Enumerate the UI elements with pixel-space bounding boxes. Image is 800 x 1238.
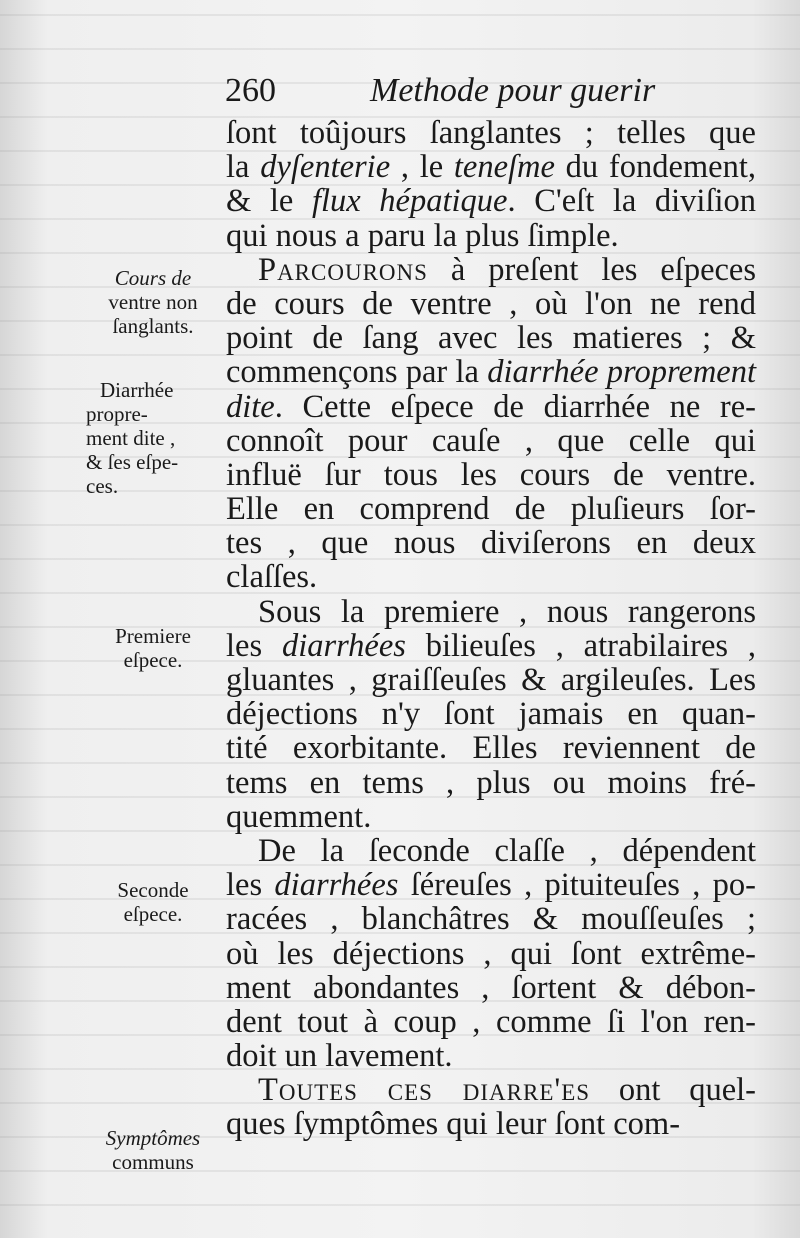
text-segment: diarrhées [281,627,406,664]
margin-note-line: propre- [86,402,148,426]
margin-note-line: Symptômes [105,1126,201,1150]
text-segment: connoît pour cauſe , que celle qui [226,422,756,459]
text-line [226,287,756,321]
margin-note-line: Diarrhée [100,378,174,402]
text-segment: ſont toûjours ſanglantes ; telles que [226,115,756,151]
text-segment: ont quel- [590,1072,757,1109]
margin-note-line: ment dite , [86,426,176,450]
text-line [226,560,756,594]
margin-note-line: ſanglants. [112,314,194,338]
margin-note-seconde-espece [88,878,218,926]
text-segment: . Cette eſpece de diarrhée ne re- [274,388,756,425]
text-segment: Toutes ces diarre'es [258,1072,591,1109]
text-segment: la [226,149,261,186]
text-line [226,766,756,800]
text-segment: quemment. [226,798,372,835]
text-segment: tité exorbitante. Elles reviennent de [226,730,756,767]
text-segment: les [226,627,282,664]
margin-note-line: eſpece. [123,902,183,926]
margin-note-symptomes-communs [88,1126,218,1174]
margin-note-line: ventre non [108,290,198,314]
body-text [226,116,756,1142]
text-segment: tems en tems , plus ou moins fré- [226,764,756,801]
text-segment: point de ſang avec les matieres ; & [226,320,756,357]
text-segment: dite [226,388,275,425]
text-line [226,492,756,526]
text-line [226,834,756,868]
margin-note-line: communs [112,1150,194,1174]
text-line [226,526,756,560]
margin-note-line: ces. [86,474,119,498]
text-line [226,116,756,150]
text-segment: Sous la premiere , nous rangerons [258,593,756,630]
text-line [226,697,756,731]
text-segment: claſſes. [226,559,318,596]
text-segment: dent tout à coup , comme ſi l'on ren- [226,1003,756,1040]
text-segment: racées , blanchâtres & mouſſeuſes ; [226,901,756,938]
text-segment: les [226,867,275,904]
text-segment: diarrhées [274,867,399,904]
text-segment: Parcourons [258,251,428,288]
margin-note-line: Premiere [115,624,191,648]
text-line [226,458,756,492]
text-segment: teneſme [453,149,555,186]
margin-note-diarrhee-propre [86,378,216,498]
text-segment: tes , que nous diviſerons en deux [226,525,756,562]
text-line [226,1073,756,1107]
text-segment: flux hépatique [311,183,508,220]
text-line [226,595,756,629]
margin-note-premiere-espece [88,624,218,672]
text-segment: & le [226,183,312,220]
text-line [226,390,756,424]
margin-note-line: Seconde [117,878,189,902]
margin-note-cours-non-sanglants [88,266,218,338]
text-line [226,1039,756,1073]
text-line [226,1005,756,1039]
text-segment: du fondement, [554,149,756,186]
text-line [226,424,756,458]
text-segment: ment abondantes , ſortent & débon- [226,969,756,1006]
text-segment: ques ſymptômes qui leur ſont com- [226,1106,681,1143]
text-segment: diarrhée proprement [487,354,757,391]
text-line [226,937,756,971]
text-line [226,321,756,355]
margin-note-line: eſpece. [123,648,183,672]
text-segment: influë ſur tous les cours de ventre. [226,456,756,493]
text-line [226,731,756,765]
text-segment: , le [390,149,454,186]
text-line [226,355,756,389]
text-segment: De la ſeconde claſſe , dépendent [258,832,756,869]
text-segment: déjections n'y ſont jamais en quan- [226,696,756,733]
text-line [226,868,756,902]
text-line [226,902,756,936]
text-line [226,219,756,253]
running-head [225,72,745,112]
text-segment: à preſent les eſpeces [427,251,756,288]
page-number: 260 [225,72,276,109]
text-line [226,1107,756,1141]
text-segment: dyſenterie [260,149,391,186]
text-segment: doit un lavement. [226,1038,453,1075]
text-segment: de cours de ventre , où l'on ne rend [226,285,756,322]
text-segment: bilieuſes , atrabilaires , [405,627,756,664]
text-line [226,184,756,218]
text-line [226,150,756,184]
text-segment: gluantes , graiſſeuſes & argileuſes. Les [226,662,756,698]
margin-note-line: & ſes eſpe- [86,450,179,474]
text-line [226,253,756,287]
text-line [226,663,756,697]
text-segment: commençons par la [226,354,488,391]
running-title: Methode pour guerir [370,72,656,109]
text-segment: . C'eſt la diviſion [507,183,757,220]
text-line [226,629,756,663]
text-segment: ſéreuſes , pituiteuſes , po- [398,867,756,904]
text-segment: Elle en comprend de pluſieurs ſor- [226,491,756,528]
text-segment: où les déjections , qui ſont extrême- [226,935,756,972]
text-line [226,971,756,1005]
text-segment: qui nous a paru la plus ſimple. [226,217,619,254]
text-line [226,800,756,834]
margin-note-line: Cours de [114,266,192,290]
